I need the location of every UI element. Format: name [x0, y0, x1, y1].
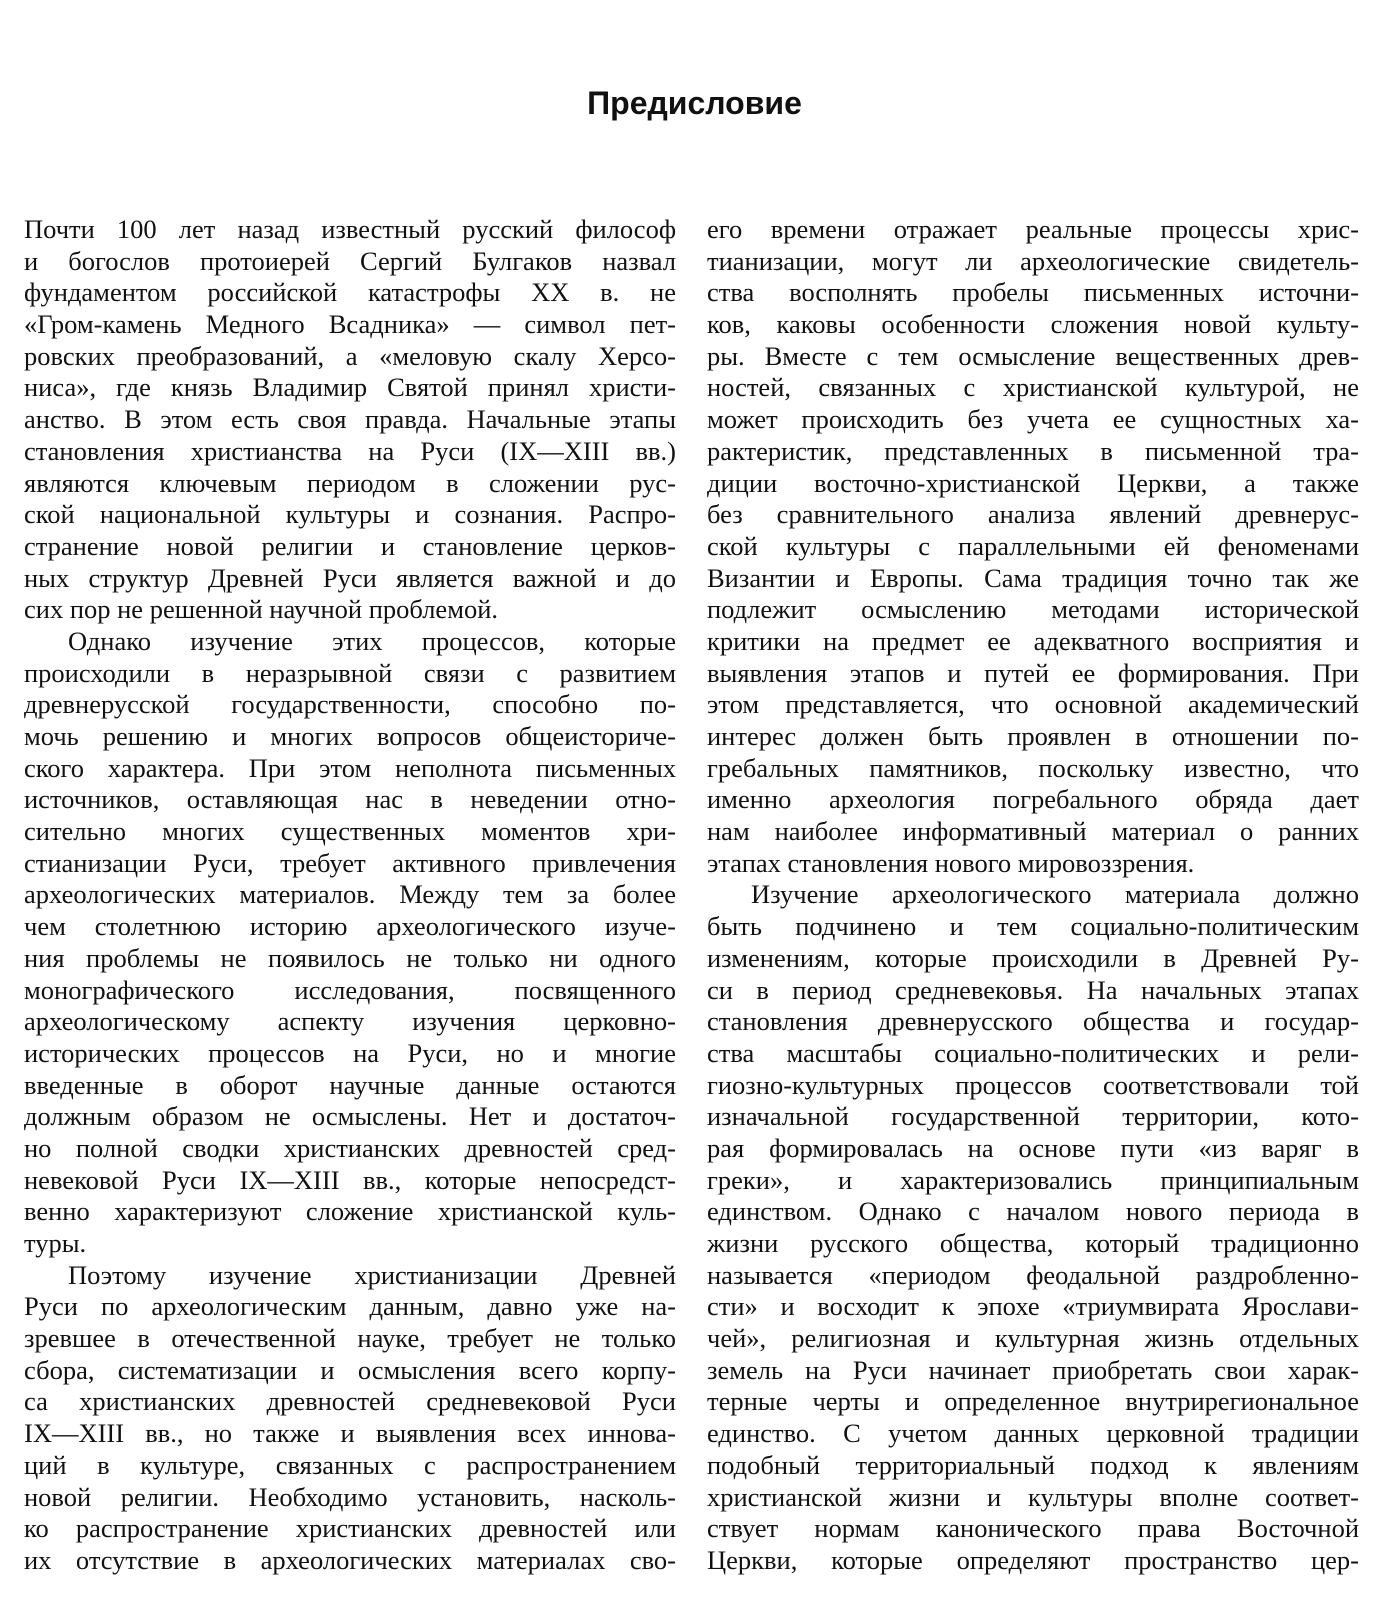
text-line: Руси по археологическим данным, давно уже на-: [24, 1291, 676, 1322]
text-line: рактеристик, представленных в письменной тра-: [707, 435, 1359, 466]
text-line: этапах становления нового мировоззрения.: [707, 847, 1195, 878]
text-line: происходили в неразрывной связи с развитием: [24, 657, 676, 688]
left-column: [24, 214, 676, 1577]
text-line: Поэтому изучение христианизации Древней: [68, 1259, 676, 1290]
text-line: называется «периодом феодальной раздробленно-: [707, 1259, 1359, 1290]
text-line: чем столетнюю историю археологического изуче-: [24, 911, 676, 942]
text-line: жизни русского общества, который традиционно: [707, 1228, 1359, 1258]
text-line: ных структур Древней Руси является важной и до: [24, 562, 676, 593]
text-line: выявления этапов и путей ее формирования. При: [707, 657, 1359, 688]
text-line: ко распространение христианских древностей или: [24, 1513, 676, 1544]
text-line: без сравнительного анализа явлений древнерус-: [707, 499, 1359, 530]
text-line: должным образом не осмыслены. Нет и достаточ-: [24, 1101, 676, 1132]
text-line: ской национальной культуры и сознания. Распро-: [24, 499, 676, 530]
text-line: их отсутствие в археологических материалах сво-: [24, 1544, 676, 1575]
text-line: археологическому аспекту изучения церковно-: [24, 1006, 676, 1037]
text-line: являются ключевым периодом в сложении рус-: [24, 467, 676, 498]
text-line: «Гром-камень Медного Всадника» — символ пет-: [24, 309, 676, 340]
text-line: ского характера. При этом неполнота письменных: [24, 752, 676, 783]
text-line: христианской жизни и культуры вполне соответ-: [707, 1481, 1359, 1512]
text-line: стианизации Руси, требует активного привлечения: [24, 847, 676, 878]
text-line: Почти 100 лет назад известный русский философ: [24, 214, 676, 244]
text-line: зревшее в отечественной науке, требует не только: [24, 1323, 676, 1354]
text-line: ниса», где князь Владимир Святой принял христи-: [24, 372, 676, 403]
text-line: гребальных памятников, поскольку известно, что: [707, 752, 1359, 783]
text-line: сительно многих существенных моментов хри-: [24, 816, 676, 847]
text-line: венно характеризуют сложение христианской куль-: [24, 1196, 676, 1227]
text-line: ций в культуре, связанных с распространением: [24, 1449, 676, 1480]
text-line: единство. С учетом данных церковной традиции: [707, 1418, 1359, 1449]
text-line: источников, оставляющая нас в неведении отно-: [24, 784, 676, 815]
text-line: ков, каковы особенности сложения новой культу-: [707, 309, 1359, 340]
text-line: подобный территориальный подход к явлениям: [707, 1449, 1359, 1480]
text-line: единством. Однако с началом нового периода в: [707, 1196, 1359, 1227]
text-line: IX—XIII вв., но также и выявления всех иннова-: [24, 1418, 676, 1449]
text-line: ры. Вместе с тем осмысление вещественных древ-: [707, 340, 1359, 371]
text-line: ства масштабы социально-политических и рели-: [707, 1037, 1359, 1068]
text-line: становления христианства на Руси (IX—XIII вв.): [24, 435, 676, 466]
text-line: этом представляется, что основной академический: [707, 689, 1359, 720]
text-line: чей», религиозная и культурная жизнь отдельных: [707, 1323, 1359, 1354]
text-line: критики на предмет ее адекватного восприятия и: [707, 625, 1359, 656]
text-line: сих пор не решенной научной проблемой.: [24, 594, 499, 625]
text-line: его времени отражает реальные процессы хрис-: [707, 214, 1359, 244]
text-line: терные черты и определенное внутрирегиональное: [707, 1386, 1359, 1417]
text-line: рая формировалась на основе пути «из варяг в: [707, 1132, 1359, 1163]
right-column: [707, 214, 1359, 1577]
text-line: интерес должен быть проявлен в отношении по-: [707, 721, 1359, 751]
text-line: ствует нормам канонического права Восточной: [707, 1513, 1359, 1544]
text-line: введенные в оборот научные данные остаются: [24, 1069, 676, 1100]
text-line: земель на Руси начинает приобретать свои харак-: [707, 1354, 1359, 1385]
text-line: ской культуры с параллельными ей феноменами: [707, 530, 1359, 561]
text-line: и богослов протоиерей Сергий Булгаков назвал: [24, 245, 676, 276]
text-line: Церкви, которые определяют пространство цер-: [707, 1544, 1359, 1575]
text-line: древнерусской государственности, способно по-: [24, 689, 676, 720]
text-line: Изучение археологического материала должно: [751, 879, 1359, 910]
text-line: изменениям, которые происходили в Древней Ру-: [707, 942, 1359, 973]
text-line: фундаментом российской катастрофы XX в. не: [24, 277, 676, 308]
text-line: изначальной государственной территории, кото-: [707, 1101, 1359, 1132]
text-line: может происходить без учета ее сущностных ха-: [707, 404, 1359, 435]
text-line: туры.: [24, 1228, 87, 1258]
text-line: мочь решению и многих вопросов общеисториче-: [24, 721, 676, 751]
text-line: подлежит осмыслению методами исторической: [707, 594, 1359, 625]
text-line: сбора, систематизации и осмысления всего корпу-: [24, 1354, 676, 1385]
text-line: новой религии. Необходимо установить, насколь-: [24, 1481, 676, 1512]
text-line: гиозно-культурных процессов соответствовали той: [707, 1069, 1359, 1100]
text-line: анство. В этом есть своя правда. Начальные этапы: [24, 404, 676, 435]
text-line: невековой Руси IX—XIII вв., которые непосредст-: [24, 1164, 676, 1195]
text-line: археологических материалов. Между тем за более: [24, 879, 676, 910]
text-line: быть подчинено и тем социально-политическим: [707, 911, 1359, 942]
text-line: тианизации, могут ли археологические свидетель-: [707, 245, 1359, 276]
text-line: са христианских древностей средневековой Руси: [24, 1386, 676, 1417]
text-line: странение новой религии и становление церков-: [24, 530, 676, 561]
text-line: сти» и восходит к эпохе «триумвирата Ярослави-: [707, 1291, 1359, 1322]
text-line: ровских преобразований, а «меловую скалу Херсо-: [24, 340, 676, 371]
text-line: си в период средневековья. На начальных этапах: [707, 974, 1359, 1005]
text-line: исторических процессов на Руси, но и многие: [24, 1037, 676, 1068]
text-line: диции восточно-христианской Церкви, а также: [707, 467, 1359, 498]
text-line: греки», и характеризовались принципиальным: [707, 1164, 1359, 1195]
text-line: Однако изучение этих процессов, которые: [68, 625, 676, 656]
text-line: нам наиболее информативный материал о ранних: [707, 816, 1359, 847]
text-line: Византии и Европы. Сама традиция точно так же: [707, 562, 1359, 593]
text-line: ства восполнять пробелы письменных источни-: [707, 277, 1359, 308]
text-line: ния проблемы не появилось не только ни одного: [24, 942, 676, 973]
text-line: ностей, связанных с христианской культурой, не: [707, 372, 1359, 403]
page-title: Предисловие: [587, 85, 802, 122]
text-line: становления древнерусского общества и государ-: [707, 1006, 1359, 1037]
text-line: монографического исследования, посвященного: [24, 974, 676, 1005]
text-line: именно археология погребального обряда дает: [707, 784, 1359, 815]
text-line: но полной сводки христианских древностей сред-: [24, 1132, 676, 1163]
